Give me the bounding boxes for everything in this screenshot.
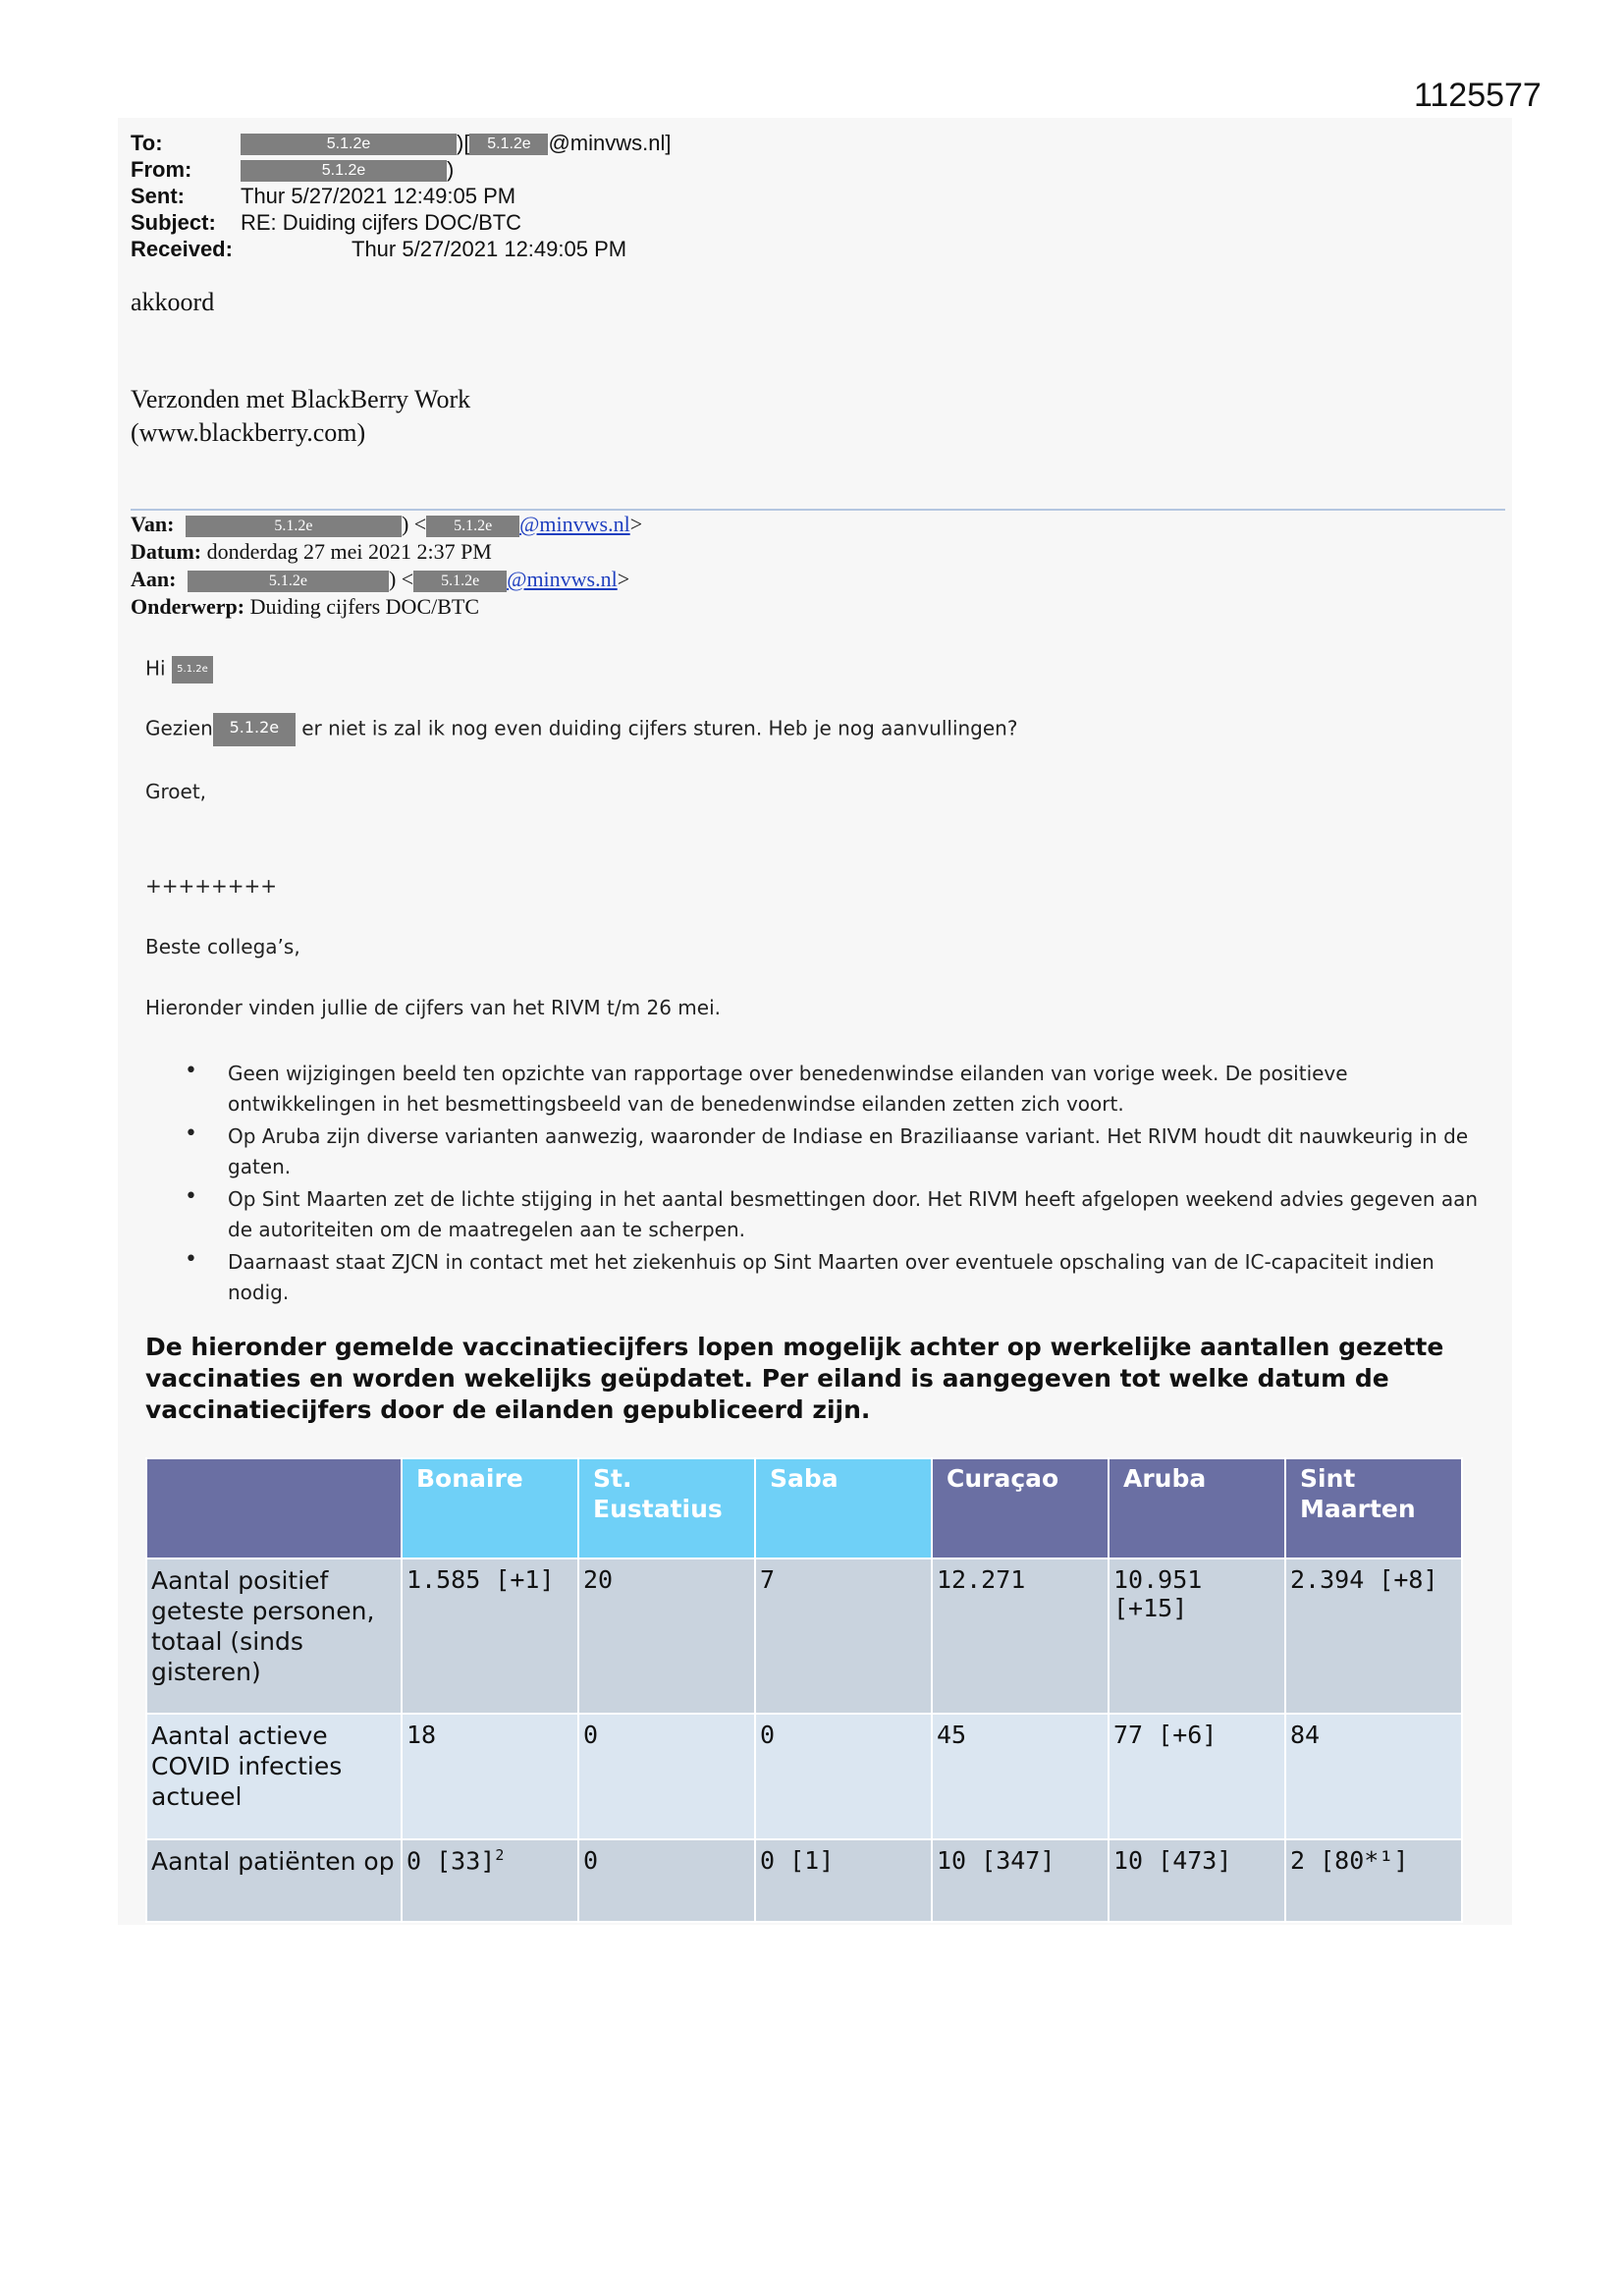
table-cell: 20 [578, 1558, 755, 1714]
table-cell: 12.271 [932, 1558, 1109, 1714]
table-row [146, 1839, 1462, 1922]
redaction-box: 5.1.2e [241, 134, 457, 155]
table-cell: 1.585 [+1] [402, 1558, 578, 1714]
greeting [145, 656, 213, 683]
table-cell: 0 [578, 1839, 755, 1922]
subject-label: Subject: [131, 210, 216, 235]
bullet-icon: • [185, 1059, 197, 1083]
line-post: er niet is zal ik nog even duiding cijfers sturen. Heb je nog aanvullingen? [301, 716, 1018, 740]
redaction-box: 5.1.2e [426, 516, 519, 537]
table-cell: 84 [1285, 1714, 1462, 1839]
body-line [145, 713, 1017, 746]
closing: Groet, [145, 780, 207, 803]
table-cell: 7 [755, 1558, 932, 1714]
separator-text: ++++++++ [145, 874, 278, 898]
sent-value: Thur 5/27/2021 12:49:05 PM [241, 184, 516, 208]
table-cell: 10.951 [+15] [1109, 1558, 1285, 1714]
column-header: St. Eustatius [578, 1458, 755, 1558]
redaction-box: 5.1.2e [188, 571, 389, 592]
signature-line: Verzonden met BlackBerry Work [131, 385, 471, 413]
footnote-marker: 2 [495, 1846, 505, 1864]
van-email[interactable]: @minvws.nl [519, 512, 630, 536]
to-domain: @minvws.nl] [548, 131, 672, 155]
datum-value: donderdag 27 mei 2021 2:37 PM [206, 539, 492, 564]
table-cell: 2.394 [+8] [1285, 1558, 1462, 1714]
salutation: Beste collega’s, [145, 935, 300, 958]
redaction-box: 5.1.2e [413, 571, 507, 592]
row-label: Aantal patiënten op [146, 1839, 402, 1922]
from-value [241, 157, 454, 183]
line-pre: Gezien [145, 716, 213, 740]
van-row [131, 511, 642, 538]
table-cell: 45 [932, 1714, 1109, 1839]
redaction-box: 5.1.2e [213, 713, 296, 746]
row-label: Aantal actieve COVID infecties actueel [146, 1714, 402, 1839]
sent-label: Sent: [131, 184, 185, 208]
aan-close: > [617, 567, 630, 591]
reply-text: akkoord [131, 288, 215, 316]
to-separator: )[ [457, 131, 470, 155]
redaction-box: 5.1.2e [241, 160, 447, 182]
table-header-row [146, 1458, 1462, 1558]
table-header-blank [146, 1458, 402, 1558]
table-row [146, 1558, 1462, 1714]
received-label: Received: [131, 237, 233, 261]
aan-email[interactable]: @minvws.nl [507, 567, 618, 591]
bullet-icon: • [185, 1121, 197, 1146]
bullet-icon: • [185, 1184, 197, 1209]
bullet-text: Geen wijzigingen beeld ten opzichte van rapportage over benedenwindse eilanden van vorige week. De positieve ontwikkelingen in het besmettingsbeeld van de benedenwindse eilanden zetten zich voort. [228, 1062, 1348, 1116]
table-row [146, 1714, 1462, 1839]
signature-link: (www.blackberry.com) [131, 418, 366, 447]
vaccination-note: De hieronder gemelde vaccinatiecijfers lopen mogelijk achter op werkelijke aantallen gezette vaccinaties en worden wekelijks geüpdatet. Per eiland is aangegeven tot welke datum de vaccinatiecijfers door de eilanden gepubliceerd zijn. [145, 1333, 1444, 1424]
island-stats-table [145, 1457, 1463, 1923]
from-label: From: [131, 157, 192, 182]
table-cell: 10 [473] [1109, 1839, 1285, 1922]
onderwerp-row [131, 593, 642, 621]
table-cell: 0 [755, 1714, 932, 1839]
table-cell: 77 [+6] [1109, 1714, 1285, 1839]
intro: Hieronder vinden jullie de cijfers van het RIVM t/m 26 mei. [145, 996, 721, 1019]
datum-row [131, 538, 642, 566]
table-cell: 0 [578, 1714, 755, 1839]
column-header: Aruba [1109, 1458, 1285, 1558]
forwarded-header [131, 511, 642, 621]
bullet-text: Op Sint Maarten zet de lichte stijging in het aantal besmettingen door. Het RIVM heeft afgelopen weekend advies gegeven aan de autoriteiten om de maatregelen aan te scherpen. [228, 1187, 1479, 1241]
van-label: Van: [131, 512, 175, 536]
table-cell [402, 1839, 578, 1922]
document-number: 1125577 [1414, 77, 1542, 114]
van-close: > [629, 512, 643, 536]
bullet-text: Op Aruba zijn diverse varianten aanwezig, waaronder de Indiase en Braziliaanse variant. Het RIVM houdt dit nauwkeurig in de gaten. [228, 1124, 1469, 1178]
cell-value: 0 [33] [406, 1846, 496, 1876]
table-cell: 2 [80*¹] [1285, 1839, 1462, 1922]
from-close: ) [447, 157, 455, 182]
redaction-box: 5.1.2e [186, 516, 402, 537]
datum-label: Datum: [131, 539, 202, 564]
aan-label: Aan: [131, 567, 177, 591]
redaction-box: 5.1.2e [172, 656, 213, 683]
table-cell: 0 [1] [755, 1839, 932, 1922]
to-label: To: [131, 131, 163, 155]
to-value [241, 131, 671, 156]
subject-value: RE: Duiding cijfers DOC/BTC [241, 210, 522, 235]
bullet-icon: • [185, 1247, 197, 1272]
signature [131, 383, 470, 450]
onderwerp-value: Duiding cijfers DOC/BTC [249, 594, 480, 619]
greeting-text: Hi [145, 656, 166, 681]
column-header: Bonaire [402, 1458, 578, 1558]
table-cell: 10 [347] [932, 1839, 1109, 1922]
onderwerp-label: Onderwerp: [131, 594, 245, 619]
column-header: Sint Maarten [1285, 1458, 1462, 1558]
bullet-text: Daarnaast staat ZJCN in contact met het ziekenhuis op Sint Maarten over eventuele opschaling van de IC-capaciteit indien nodig. [228, 1250, 1435, 1304]
column-header: Curaçao [932, 1458, 1109, 1558]
row-label: Aantal positief geteste personen, totaal (sinds gisteren) [146, 1558, 402, 1714]
redaction-box: 5.1.2e [469, 134, 548, 155]
aan-separator: ) < [388, 567, 414, 591]
column-header: Saba [755, 1458, 932, 1558]
aan-row [131, 566, 642, 593]
table-cell: 18 [402, 1714, 578, 1839]
received-value: Thur 5/27/2021 12:49:05 PM [352, 237, 627, 261]
van-separator: ) < [401, 512, 427, 536]
